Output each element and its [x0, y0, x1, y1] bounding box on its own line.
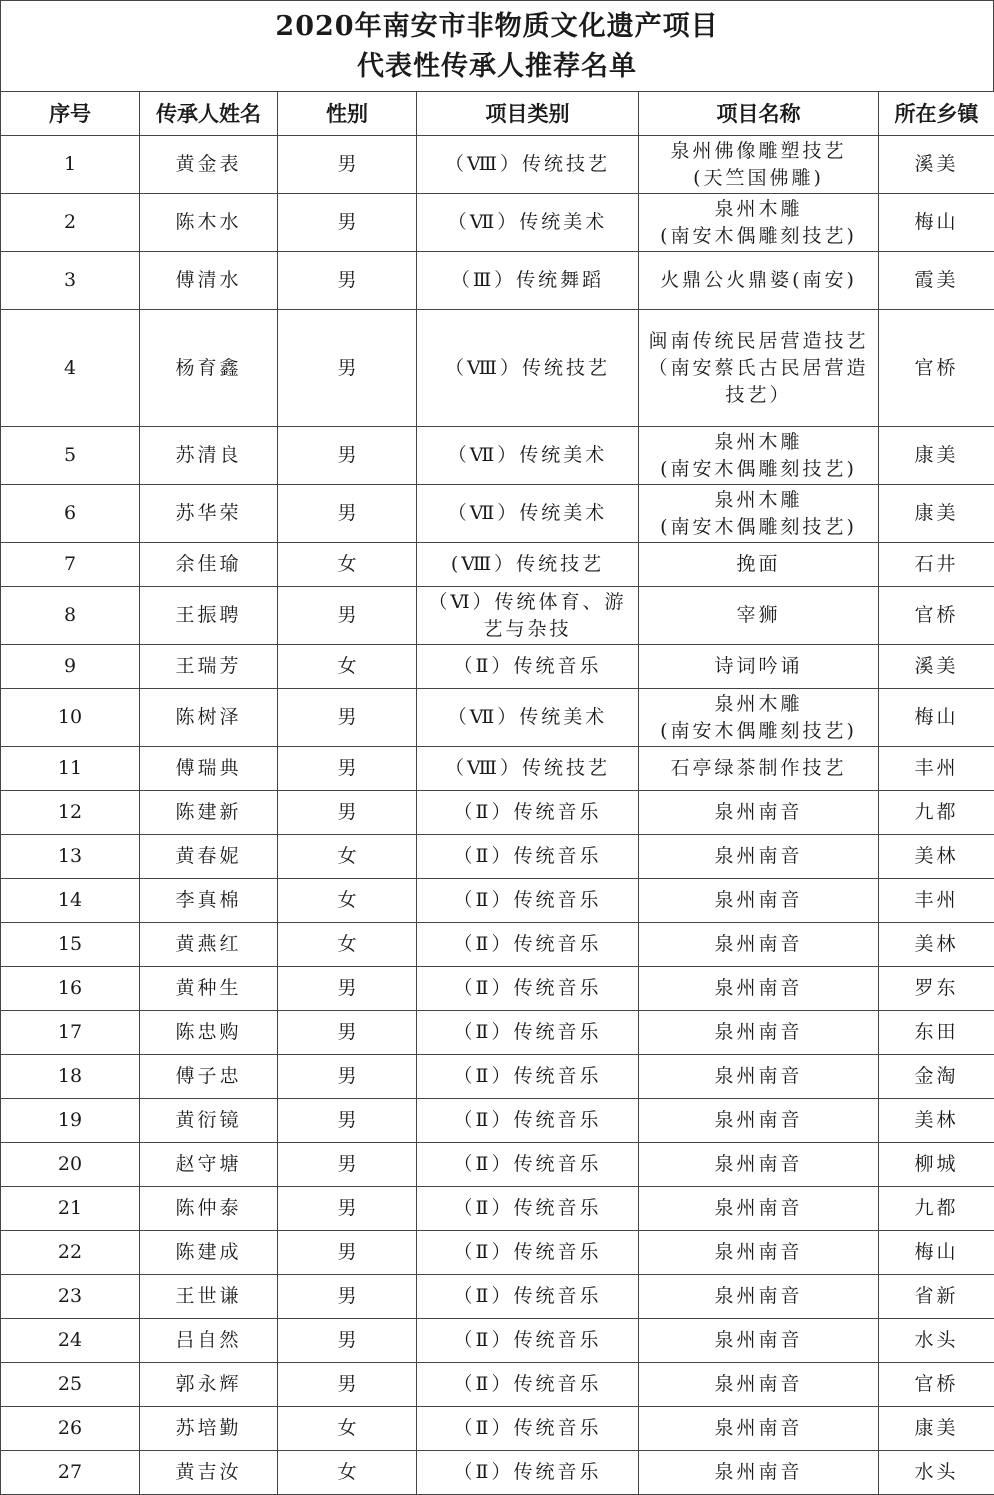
category-text: 艺与杂技 [483, 618, 571, 640]
project-text: 泉州木雕 [714, 431, 802, 453]
project-text: 泉州木雕 [714, 198, 802, 220]
project-text: 泉州南音 [714, 1065, 802, 1087]
cell-name: 黄种生 [140, 967, 278, 1011]
cell-project [639, 1451, 879, 1495]
project-text: 泉州南音 [714, 1241, 802, 1263]
cell-town: 梅山 [879, 1231, 994, 1275]
cell-number: 1 [1, 136, 140, 194]
cell-project [639, 1363, 879, 1407]
cell-town: 官桥 [879, 1363, 994, 1407]
cell-gender: 男 [278, 310, 417, 427]
cell-category [417, 310, 639, 427]
cell-project [639, 645, 879, 689]
cell-gender: 男 [278, 1011, 417, 1055]
table-row [1, 1407, 994, 1451]
category-text: （Ⅱ）传统音乐 [454, 1241, 602, 1263]
cell-name: 傅瑞典 [140, 747, 278, 791]
cell-number: 24 [1, 1319, 140, 1363]
cell-category [417, 252, 639, 310]
table-row [1, 194, 994, 252]
cell-gender: 女 [278, 543, 417, 587]
cell-name: 王世谦 [140, 1275, 278, 1319]
table-row [1, 1231, 994, 1275]
cell-number: 16 [1, 967, 140, 1011]
cell-name: 黄衍镜 [140, 1099, 278, 1143]
cell-gender: 女 [278, 645, 417, 689]
cell-name: 陈树泽 [140, 689, 278, 747]
cell-project [639, 967, 879, 1011]
cell-number: 14 [1, 879, 140, 923]
table-row [1, 1099, 994, 1143]
cell-gender: 女 [278, 835, 417, 879]
cell-name: 陈建成 [140, 1231, 278, 1275]
cell-number: 26 [1, 1407, 140, 1451]
cell-number: 20 [1, 1143, 140, 1187]
column-header-town: 所在乡镇 [879, 92, 994, 136]
table-row [1, 587, 994, 645]
table-row [1, 689, 994, 747]
category-text: （Ⅱ）传统音乐 [454, 1197, 602, 1219]
cell-name: 黄吉汝 [140, 1451, 278, 1495]
project-text: (南安木偶雕刻技艺) [660, 720, 857, 742]
category-text: （Ⅱ）传统音乐 [454, 1021, 602, 1043]
category-text: （Ⅱ）传统音乐 [454, 1153, 602, 1175]
cell-gender: 男 [278, 1143, 417, 1187]
cell-category [417, 1011, 639, 1055]
cell-project [639, 1143, 879, 1187]
project-text: 挽面 [736, 553, 780, 575]
cell-gender: 男 [278, 747, 417, 791]
cell-gender: 男 [278, 485, 417, 543]
column-header-name: 传承人姓名 [140, 92, 278, 136]
cell-town: 美林 [879, 835, 994, 879]
table-row [1, 1187, 994, 1231]
project-text: （南安蔡氏古民居营造 [648, 357, 868, 379]
cell-category [417, 689, 639, 747]
project-text: 泉州南音 [714, 1285, 802, 1307]
project-text: 泉州南音 [714, 977, 802, 999]
category-text: （Ⅱ）传统音乐 [454, 845, 602, 867]
cell-category [417, 923, 639, 967]
category-text: (Ⅷ）传统技艺 [451, 553, 604, 575]
project-text: (南安木偶雕刻技艺) [660, 225, 857, 247]
project-text: 泉州南音 [714, 1417, 802, 1439]
table-row [1, 252, 994, 310]
cell-category [417, 879, 639, 923]
cell-project [639, 1187, 879, 1231]
cell-category [417, 1319, 639, 1363]
project-text: 泉州南音 [714, 1109, 802, 1131]
cell-name: 陈仲泰 [140, 1187, 278, 1231]
cell-number: 2 [1, 194, 140, 252]
cell-category [417, 1055, 639, 1099]
project-text: 诗词吟诵 [714, 655, 802, 677]
cell-gender: 女 [278, 1451, 417, 1495]
cell-name: 王振聘 [140, 587, 278, 645]
cell-name: 杨育鑫 [140, 310, 278, 427]
cell-number: 27 [1, 1451, 140, 1495]
cell-project [639, 791, 879, 835]
cell-gender: 女 [278, 1407, 417, 1451]
project-text: 火鼎公火鼎婆(南安) [660, 269, 857, 291]
project-text: 泉州南音 [714, 1461, 802, 1483]
cell-category [417, 747, 639, 791]
category-text: （Ⅱ）传统音乐 [454, 1373, 602, 1395]
project-text: 闽南传统民居营造技艺 [648, 330, 868, 352]
table-row [1, 1055, 994, 1099]
project-text: 泉州南音 [714, 1021, 802, 1043]
table-row [1, 967, 994, 1011]
title-block [0, 0, 994, 91]
cell-category [417, 136, 639, 194]
project-text: 泉州南音 [714, 1373, 802, 1395]
cell-gender: 男 [278, 1363, 417, 1407]
category-text: （Ⅱ）传统音乐 [454, 655, 602, 677]
cell-town: 梅山 [879, 689, 994, 747]
cell-name: 黄金表 [140, 136, 278, 194]
cell-town: 霞美 [879, 252, 994, 310]
cell-number: 17 [1, 1011, 140, 1055]
cell-gender: 男 [278, 967, 417, 1011]
cell-number: 8 [1, 587, 140, 645]
cell-number: 25 [1, 1363, 140, 1407]
cell-name: 郭永辉 [140, 1363, 278, 1407]
category-text: （Ⅵ）传统体育、游 [428, 591, 626, 613]
cell-category [417, 1451, 639, 1495]
cell-gender: 男 [278, 1275, 417, 1319]
cell-project [639, 310, 879, 427]
cell-gender: 女 [278, 923, 417, 967]
cell-town: 省新 [879, 1275, 994, 1319]
cell-name: 陈忠购 [140, 1011, 278, 1055]
cell-gender: 男 [278, 1099, 417, 1143]
table-row [1, 835, 994, 879]
category-text: （Ⅶ）传统美术 [448, 211, 608, 233]
cell-name: 傅清水 [140, 252, 278, 310]
cell-project [639, 587, 879, 645]
cell-project [639, 1275, 879, 1319]
cell-project [639, 879, 879, 923]
cell-category [417, 1363, 639, 1407]
cell-name: 苏华荣 [140, 485, 278, 543]
cell-category [417, 1099, 639, 1143]
column-header-gender: 性别 [278, 92, 417, 136]
cell-category [417, 791, 639, 835]
cell-category [417, 835, 639, 879]
category-text: （Ⅱ）传统音乐 [454, 801, 602, 823]
table-row [1, 310, 994, 427]
table-row [1, 645, 994, 689]
category-text: （Ⅶ）传统美术 [448, 444, 608, 466]
project-text: 泉州南音 [714, 1153, 802, 1175]
cell-project [639, 1011, 879, 1055]
table-row [1, 747, 994, 791]
cell-category [417, 1231, 639, 1275]
cell-number: 11 [1, 747, 140, 791]
page-title-line-2: 代表性传承人推荐名单 [1, 47, 993, 87]
cell-gender: 男 [278, 427, 417, 485]
category-text: （Ⅱ）传统音乐 [454, 1109, 602, 1131]
cell-town: 康美 [879, 1407, 994, 1451]
cell-gender: 男 [278, 791, 417, 835]
cell-number: 23 [1, 1275, 140, 1319]
cell-project [639, 136, 879, 194]
cell-town: 罗东 [879, 967, 994, 1011]
cell-gender: 男 [278, 689, 417, 747]
cell-name: 陈建新 [140, 791, 278, 835]
category-text: （Ⅱ）传统音乐 [454, 933, 602, 955]
table-row [1, 1363, 994, 1407]
cell-gender: 男 [278, 194, 417, 252]
table-header-row [1, 92, 994, 136]
category-text: （Ⅷ）传统技艺 [445, 757, 610, 779]
cell-category [417, 1143, 639, 1187]
cell-number: 10 [1, 689, 140, 747]
category-text: （Ⅱ）传统音乐 [454, 1417, 602, 1439]
cell-number: 6 [1, 485, 140, 543]
category-text: （Ⅱ）传统音乐 [454, 889, 602, 911]
cell-gender: 女 [278, 879, 417, 923]
cell-project [639, 543, 879, 587]
cell-project [639, 1055, 879, 1099]
cell-name: 黄燕红 [140, 923, 278, 967]
cell-project [639, 689, 879, 747]
category-text: （Ⅷ）传统技艺 [445, 357, 610, 379]
category-text: （Ⅶ）传统美术 [448, 706, 608, 728]
cell-town: 梅山 [879, 194, 994, 252]
cell-town: 康美 [879, 427, 994, 485]
cell-number: 7 [1, 543, 140, 587]
project-text: (南安木偶雕刻技艺) [660, 516, 857, 538]
cell-town: 美林 [879, 1099, 994, 1143]
cell-project [639, 747, 879, 791]
cell-project [639, 485, 879, 543]
cell-project [639, 1099, 879, 1143]
table-row [1, 543, 994, 587]
cell-project [639, 923, 879, 967]
project-text: 泉州南音 [714, 933, 802, 955]
cell-number: 19 [1, 1099, 140, 1143]
cell-town: 水头 [879, 1451, 994, 1495]
cell-number: 4 [1, 310, 140, 427]
cell-town: 金淘 [879, 1055, 994, 1099]
cell-gender: 男 [278, 1187, 417, 1231]
cell-town: 美林 [879, 923, 994, 967]
table-row [1, 1319, 994, 1363]
table-row [1, 485, 994, 543]
cell-name: 王瑞芳 [140, 645, 278, 689]
project-text: 宰狮 [736, 604, 780, 626]
table-row [1, 1011, 994, 1055]
cell-category [417, 587, 639, 645]
cell-gender: 男 [278, 1055, 417, 1099]
category-text: （Ⅱ）传统音乐 [454, 1461, 602, 1483]
table-row [1, 1275, 994, 1319]
cell-town: 官桥 [879, 310, 994, 427]
cell-project [639, 835, 879, 879]
table-row [1, 427, 994, 485]
cell-category [417, 485, 639, 543]
project-text: 泉州南音 [714, 801, 802, 823]
project-text: 泉州佛像雕塑技艺 [670, 140, 846, 162]
cell-number: 15 [1, 923, 140, 967]
cell-project [639, 1407, 879, 1451]
project-text: 泉州木雕 [714, 489, 802, 511]
category-text: （Ⅷ）传统技艺 [445, 153, 610, 175]
table-row [1, 879, 994, 923]
cell-town: 溪美 [879, 136, 994, 194]
table-row [1, 923, 994, 967]
table-row [1, 136, 994, 194]
table-row [1, 791, 994, 835]
project-text: 技艺） [725, 384, 791, 406]
cell-category [417, 645, 639, 689]
cell-category [417, 543, 639, 587]
cell-town: 官桥 [879, 587, 994, 645]
cell-name: 傅子忠 [140, 1055, 278, 1099]
cell-town: 九都 [879, 1187, 994, 1231]
cell-town: 溪美 [879, 645, 994, 689]
cell-town: 九都 [879, 791, 994, 835]
cell-name: 吕自然 [140, 1319, 278, 1363]
cell-number: 13 [1, 835, 140, 879]
column-header-category: 项目类别 [417, 92, 639, 136]
cell-gender: 男 [278, 252, 417, 310]
cell-category [417, 427, 639, 485]
cell-gender: 男 [278, 136, 417, 194]
cell-project [639, 252, 879, 310]
column-header-number: 序号 [1, 92, 140, 136]
cell-number: 22 [1, 1231, 140, 1275]
cell-name: 苏清良 [140, 427, 278, 485]
cell-town: 石井 [879, 543, 994, 587]
cell-number: 12 [1, 791, 140, 835]
cell-name: 黄春妮 [140, 835, 278, 879]
cell-gender: 男 [278, 587, 417, 645]
cell-gender: 男 [278, 1319, 417, 1363]
cell-category [417, 194, 639, 252]
table-body [1, 136, 994, 1495]
cell-gender: 男 [278, 1231, 417, 1275]
table-row [1, 1451, 994, 1495]
project-text: (天竺国佛雕) [693, 167, 824, 189]
cell-number: 18 [1, 1055, 140, 1099]
cell-category [417, 1187, 639, 1231]
project-text: 石亭绿茶制作技艺 [670, 757, 846, 779]
cell-name: 李真棉 [140, 879, 278, 923]
cell-name: 陈木水 [140, 194, 278, 252]
category-text: （Ⅱ）传统音乐 [454, 1065, 602, 1087]
cell-name: 余佳瑜 [140, 543, 278, 587]
cell-project [639, 427, 879, 485]
project-text: (南安木偶雕刻技艺) [660, 458, 857, 480]
cell-category [417, 1275, 639, 1319]
cell-name: 赵守塘 [140, 1143, 278, 1187]
project-text: 泉州木雕 [714, 693, 802, 715]
inheritor-table [0, 91, 994, 1495]
page-title-line-1: 2020年南安市非物质文化遗产项目 [1, 7, 993, 47]
project-text: 泉州南音 [714, 845, 802, 867]
category-text: （Ⅱ）传统音乐 [454, 977, 602, 999]
cell-number: 3 [1, 252, 140, 310]
table-row [1, 1143, 994, 1187]
cell-category [417, 967, 639, 1011]
project-text: 泉州南音 [714, 1197, 802, 1219]
cell-town: 柳城 [879, 1143, 994, 1187]
cell-project [639, 194, 879, 252]
cell-town: 丰州 [879, 879, 994, 923]
cell-town: 东田 [879, 1011, 994, 1055]
cell-town: 康美 [879, 485, 994, 543]
cell-project [639, 1319, 879, 1363]
cell-category [417, 1407, 639, 1451]
project-text: 泉州南音 [714, 1329, 802, 1351]
cell-project [639, 1231, 879, 1275]
cell-number: 9 [1, 645, 140, 689]
category-text: （Ⅲ）传统舞蹈 [451, 269, 604, 291]
project-text: 泉州南音 [714, 889, 802, 911]
category-text: （Ⅱ）传统音乐 [454, 1329, 602, 1351]
category-text: （Ⅶ）传统美术 [448, 502, 608, 524]
column-header-project: 项目名称 [639, 92, 879, 136]
cell-town: 丰州 [879, 747, 994, 791]
cell-number: 5 [1, 427, 140, 485]
cell-number: 21 [1, 1187, 140, 1231]
cell-town: 水头 [879, 1319, 994, 1363]
cell-name: 苏培勤 [140, 1407, 278, 1451]
category-text: （Ⅱ）传统音乐 [454, 1285, 602, 1307]
